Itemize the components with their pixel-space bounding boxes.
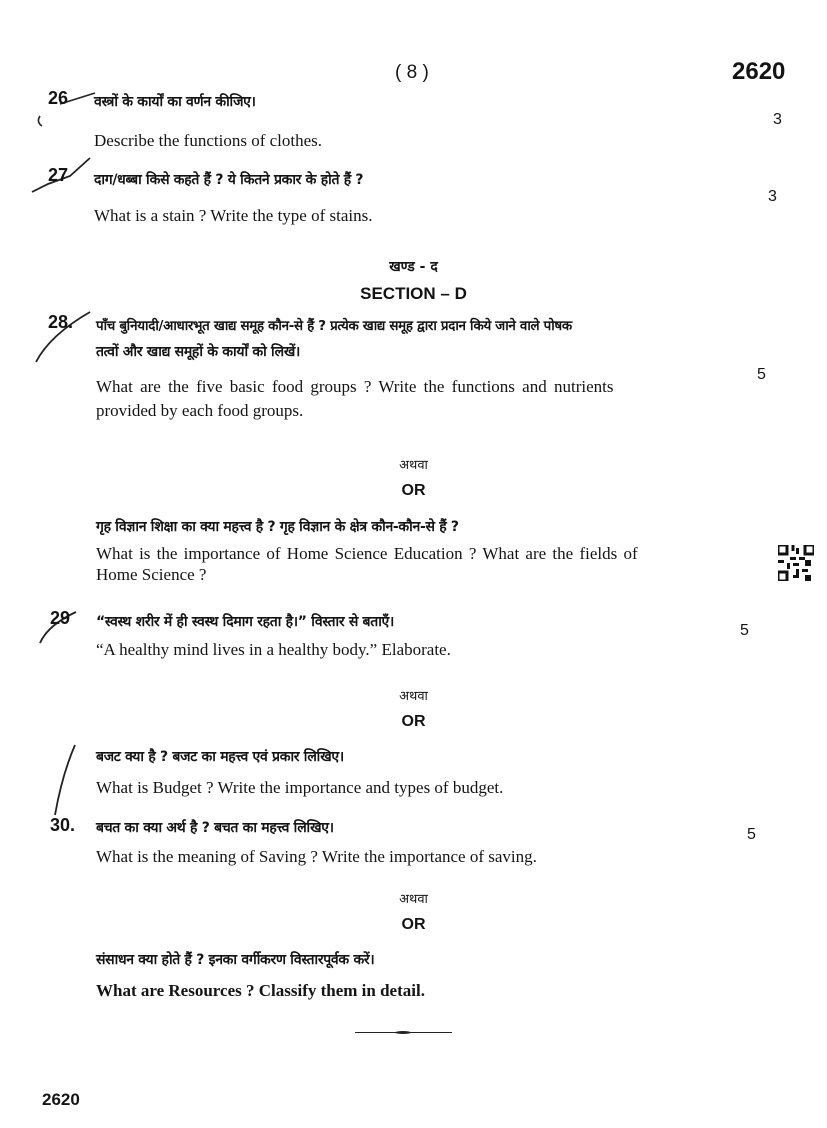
or-label: OR [401, 916, 426, 933]
or-label: OR [401, 713, 426, 730]
question-english-line2: provided by each food groups. [96, 401, 304, 420]
question-marks: 5 [740, 622, 749, 639]
question-marks: 3 [773, 111, 782, 128]
alternative-question-english: What are Resources ? Classify them in detail. [96, 981, 425, 1000]
question-hindi: “स्वस्थ शरीर में ही स्वस्थ दिमाग रहता है।” विस्तार से बताएँ। [96, 614, 395, 630]
question-english: “A healthy mind lives in a healthy body.” Elaborate. [96, 640, 451, 659]
or-label: OR [401, 482, 426, 499]
question-hindi: बचत का क्या अर्थ है ? बचत का महत्त्व लिखिए। [96, 820, 334, 836]
alternative-question-hindi: बजट क्या है ? बजट का महत्त्व एवं प्रकार लिखिए। [96, 749, 344, 765]
alternative-question-hindi: गृह विज्ञान शिक्षा का क्या महत्त्व है ? गृह विज्ञान के क्षेत्र कौन-कौन-से हैं ? [96, 519, 459, 535]
end-ornament-divider [355, 1031, 452, 1034]
question-number: 27 [48, 165, 69, 185]
question-hindi: वस्त्रों के कार्यों का वर्णन कीजिए। [94, 94, 256, 110]
question-hindi-line2: तत्वों और खाद्य समूहों के कार्यों को लिखें। [96, 344, 300, 360]
question-hindi-line1: पाँच बुनियादी/आधारभूत खाद्य समूह कौन-से हैं ? प्रत्येक खाद्य समूह द्वारा प्रदान किये जाने वाले पोषक [96, 319, 572, 334]
paper-code: 2620 [732, 58, 786, 85]
question-hindi: दाग/धब्बा किसे कहते हैं ? ये कितने प्रकार के होते हैं ? [94, 172, 364, 188]
alternative-question-english-line2: Home Science ? [96, 565, 207, 584]
alternative-question-english: What is Budget ? Write the importance and types of budget. [96, 778, 504, 797]
or-hindi: अथवा [399, 892, 428, 907]
question-number: 28. [48, 312, 74, 332]
question-marks: 5 [747, 826, 756, 843]
question-marks: 3 [768, 188, 777, 205]
page-number: ( 8 ) [395, 62, 429, 83]
question-number: 26 [48, 88, 69, 108]
section-title: SECTION – D [360, 284, 467, 303]
question-marks: 5 [757, 366, 766, 383]
question-english: What is the meaning of Saving ? Write the importance of saving. [96, 847, 537, 866]
qr-code-icon [778, 545, 814, 581]
question-english: Describe the functions of clothes. [94, 131, 323, 150]
section-title-hindi: खण्ड - द [389, 259, 438, 275]
question-number: 30. [50, 815, 76, 835]
alternative-question-hindi: संसाधन क्या होते हैं ? इनका वर्गीकरण विस्तारपूर्वक करें। [96, 952, 375, 968]
question-number: 29 [50, 608, 71, 628]
or-hindi: अथवा [399, 458, 428, 473]
or-hindi: अथवा [399, 689, 428, 704]
question-english-line1: What are the five basic food groups ? Write the functions and nutrients [96, 377, 614, 396]
footer-paper-code: 2620 [42, 1090, 80, 1109]
question-english: What is a stain ? Write the type of stains. [94, 206, 373, 225]
alternative-question-english-line1: What is the importance of Home Science Education ? What are the fields of [96, 544, 638, 563]
